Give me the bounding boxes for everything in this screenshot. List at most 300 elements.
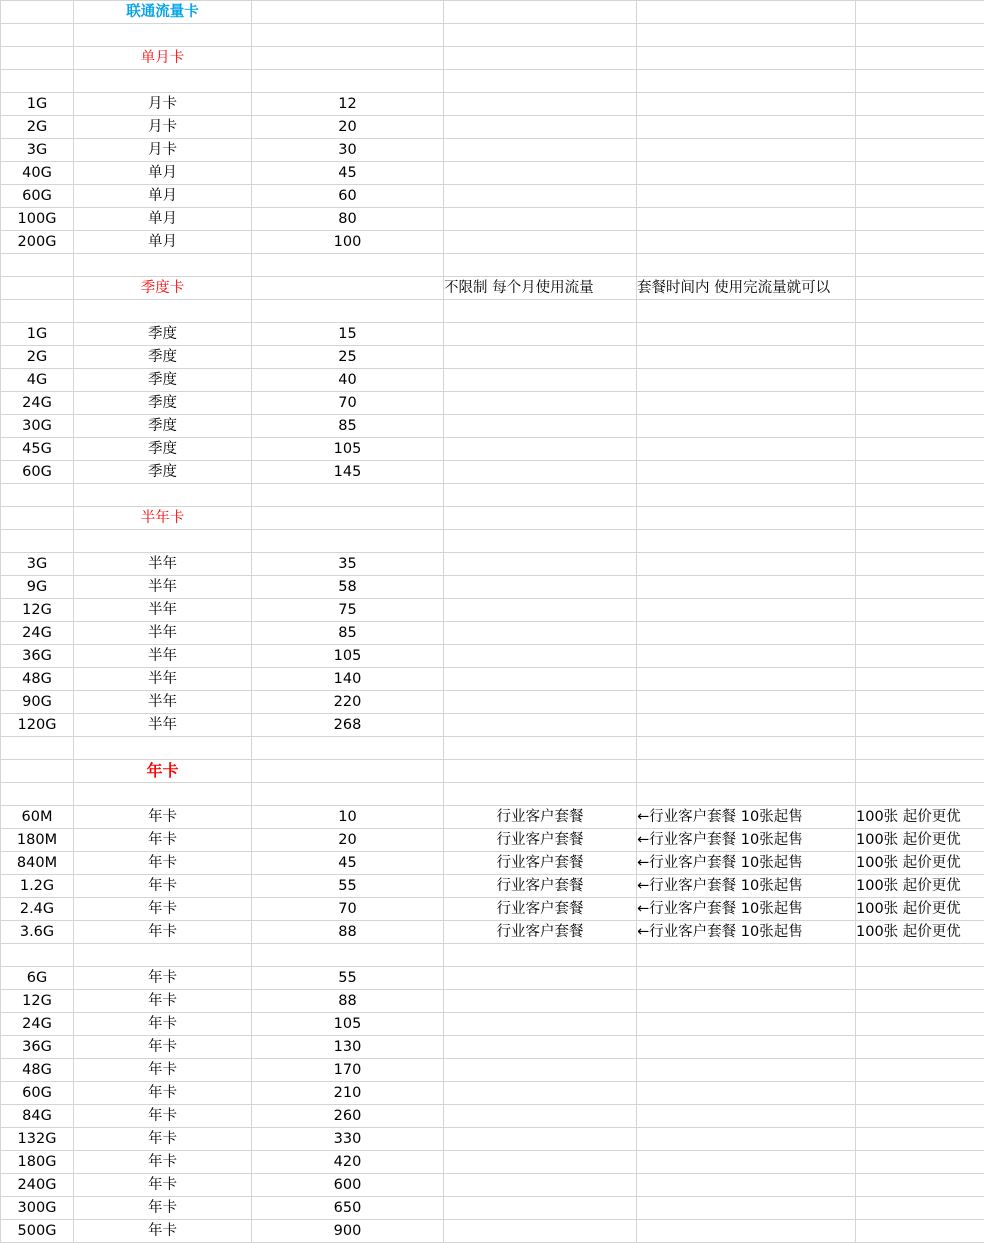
price-cell[interactable]: 60 bbox=[252, 185, 444, 208]
bulk-price-note-cell[interactable]: 100张 起价更优 bbox=[856, 921, 984, 944]
bulk-price-note-cell[interactable]: 100张 起价更优 bbox=[856, 898, 984, 921]
size-cell[interactable]: 48G bbox=[1, 1059, 74, 1082]
min-order-note-cell[interactable]: ←行业客户套餐 10张起售 bbox=[637, 806, 856, 829]
price-cell[interactable]: 900 bbox=[252, 1220, 444, 1243]
cell-empty[interactable] bbox=[1, 254, 74, 277]
min-order-note-cell[interactable]: ←行业客户套餐 10张起售 bbox=[637, 829, 856, 852]
period-cell[interactable]: 季度 bbox=[74, 392, 252, 415]
cell-empty[interactable] bbox=[444, 668, 637, 691]
period-cell[interactable]: 季度 bbox=[74, 346, 252, 369]
period-cell[interactable]: 年卡 bbox=[74, 875, 252, 898]
cell-empty[interactable] bbox=[637, 553, 856, 576]
cell-empty[interactable] bbox=[637, 1, 856, 24]
cell-empty[interactable] bbox=[1, 507, 74, 530]
cell-empty[interactable] bbox=[637, 461, 856, 484]
cell-empty[interactable] bbox=[444, 622, 637, 645]
cell-empty[interactable] bbox=[856, 1059, 984, 1082]
period-cell[interactable]: 年卡 bbox=[74, 852, 252, 875]
size-cell[interactable]: 48G bbox=[1, 668, 74, 691]
cell-empty[interactable] bbox=[252, 70, 444, 93]
cell-empty[interactable] bbox=[637, 1013, 856, 1036]
price-cell[interactable]: 20 bbox=[252, 116, 444, 139]
price-cell[interactable]: 88 bbox=[252, 921, 444, 944]
price-cell[interactable]: 330 bbox=[252, 1128, 444, 1151]
period-cell[interactable]: 年卡 bbox=[74, 921, 252, 944]
period-cell[interactable]: 半年 bbox=[74, 691, 252, 714]
cell-empty[interactable] bbox=[637, 714, 856, 737]
period-cell[interactable]: 年卡 bbox=[74, 806, 252, 829]
cell-empty[interactable] bbox=[444, 1036, 637, 1059]
bulk-price-note-cell[interactable]: 100张 起价更优 bbox=[856, 852, 984, 875]
cell-empty[interactable] bbox=[856, 277, 984, 300]
period-cell[interactable]: 半年 bbox=[74, 622, 252, 645]
cell-empty[interactable] bbox=[252, 24, 444, 47]
cell-empty[interactable] bbox=[252, 760, 444, 783]
cell-empty[interactable] bbox=[444, 162, 637, 185]
cell-empty[interactable] bbox=[444, 1, 637, 24]
cell-empty[interactable] bbox=[444, 737, 637, 760]
cell-empty[interactable] bbox=[637, 208, 856, 231]
size-cell[interactable]: 180M bbox=[1, 829, 74, 852]
cell-empty[interactable] bbox=[252, 737, 444, 760]
size-cell[interactable]: 45G bbox=[1, 438, 74, 461]
cell-empty[interactable] bbox=[74, 737, 252, 760]
period-cell[interactable]: 季度 bbox=[74, 369, 252, 392]
size-cell[interactable]: 1.2G bbox=[1, 875, 74, 898]
period-cell[interactable]: 年卡 bbox=[74, 1082, 252, 1105]
size-cell[interactable]: 40G bbox=[1, 162, 74, 185]
cell-empty[interactable] bbox=[252, 300, 444, 323]
industry-package-cell[interactable]: 行业客户套餐 bbox=[444, 921, 637, 944]
cell-empty[interactable] bbox=[856, 1220, 984, 1243]
cell-empty[interactable] bbox=[856, 415, 984, 438]
size-cell[interactable]: 2G bbox=[1, 116, 74, 139]
price-cell[interactable]: 88 bbox=[252, 990, 444, 1013]
cell-empty[interactable] bbox=[856, 691, 984, 714]
period-cell[interactable]: 季度 bbox=[74, 461, 252, 484]
cell-empty[interactable] bbox=[444, 1128, 637, 1151]
cell-empty[interactable] bbox=[444, 369, 637, 392]
price-cell[interactable]: 105 bbox=[252, 1013, 444, 1036]
price-cell[interactable]: 20 bbox=[252, 829, 444, 852]
cell-empty[interactable] bbox=[856, 392, 984, 415]
cell-empty[interactable] bbox=[444, 1059, 637, 1082]
cell-empty[interactable] bbox=[444, 530, 637, 553]
cell-empty[interactable] bbox=[444, 70, 637, 93]
cell-empty[interactable] bbox=[856, 967, 984, 990]
price-cell[interactable]: 40 bbox=[252, 369, 444, 392]
size-cell[interactable]: 9G bbox=[1, 576, 74, 599]
price-cell[interactable]: 130 bbox=[252, 1036, 444, 1059]
size-cell[interactable]: 240G bbox=[1, 1174, 74, 1197]
cell-empty[interactable] bbox=[637, 1059, 856, 1082]
cell-empty[interactable] bbox=[856, 1, 984, 24]
cell-empty[interactable] bbox=[637, 668, 856, 691]
cell-empty[interactable] bbox=[637, 1174, 856, 1197]
cell-empty[interactable] bbox=[252, 783, 444, 806]
industry-package-cell[interactable]: 行业客户套餐 bbox=[444, 806, 637, 829]
cell-empty[interactable] bbox=[637, 139, 856, 162]
size-cell[interactable]: 1G bbox=[1, 323, 74, 346]
cell-empty[interactable] bbox=[856, 783, 984, 806]
period-cell[interactable]: 年卡 bbox=[74, 1151, 252, 1174]
price-cell[interactable]: 260 bbox=[252, 1105, 444, 1128]
cell-empty[interactable] bbox=[444, 1151, 637, 1174]
cell-empty[interactable] bbox=[637, 323, 856, 346]
cell-empty[interactable] bbox=[444, 323, 637, 346]
size-cell[interactable]: 60G bbox=[1, 1082, 74, 1105]
cell-empty[interactable] bbox=[637, 760, 856, 783]
size-cell[interactable]: 24G bbox=[1, 1013, 74, 1036]
cell-empty[interactable] bbox=[444, 484, 637, 507]
cell-empty[interactable] bbox=[637, 737, 856, 760]
size-cell[interactable]: 500G bbox=[1, 1220, 74, 1243]
cell-empty[interactable] bbox=[637, 346, 856, 369]
period-cell[interactable]: 单月 bbox=[74, 185, 252, 208]
cell-empty[interactable] bbox=[856, 576, 984, 599]
cell-empty[interactable] bbox=[252, 484, 444, 507]
cell-empty[interactable] bbox=[856, 553, 984, 576]
cell-empty[interactable] bbox=[637, 1128, 856, 1151]
period-cell[interactable]: 单月 bbox=[74, 231, 252, 254]
size-cell[interactable]: 4G bbox=[1, 369, 74, 392]
cell-empty[interactable] bbox=[856, 70, 984, 93]
size-cell[interactable]: 100G bbox=[1, 208, 74, 231]
price-cell[interactable]: 70 bbox=[252, 392, 444, 415]
cell-empty[interactable] bbox=[444, 944, 637, 967]
period-cell[interactable]: 半年 bbox=[74, 668, 252, 691]
sheet-title[interactable]: 联通流量卡 bbox=[74, 1, 252, 24]
bulk-price-note-cell[interactable]: 100张 起价更优 bbox=[856, 829, 984, 852]
period-cell[interactable]: 年卡 bbox=[74, 1197, 252, 1220]
cell-empty[interactable] bbox=[444, 783, 637, 806]
price-cell[interactable]: 55 bbox=[252, 875, 444, 898]
price-cell[interactable]: 600 bbox=[252, 1174, 444, 1197]
cell-empty[interactable] bbox=[856, 599, 984, 622]
cell-empty[interactable] bbox=[637, 185, 856, 208]
cell-empty[interactable] bbox=[856, 1082, 984, 1105]
period-cell[interactable]: 年卡 bbox=[74, 1059, 252, 1082]
cell-empty[interactable] bbox=[856, 507, 984, 530]
price-cell[interactable]: 105 bbox=[252, 645, 444, 668]
size-cell[interactable]: 12G bbox=[1, 990, 74, 1013]
price-cell[interactable]: 170 bbox=[252, 1059, 444, 1082]
size-cell[interactable]: 60G bbox=[1, 185, 74, 208]
price-cell[interactable]: 140 bbox=[252, 668, 444, 691]
industry-package-cell[interactable]: 行业客户套餐 bbox=[444, 898, 637, 921]
period-cell[interactable]: 年卡 bbox=[74, 898, 252, 921]
size-cell[interactable]: 90G bbox=[1, 691, 74, 714]
cell-empty[interactable] bbox=[444, 438, 637, 461]
period-cell[interactable]: 年卡 bbox=[74, 1220, 252, 1243]
cell-empty[interactable] bbox=[856, 323, 984, 346]
cell-empty[interactable] bbox=[856, 208, 984, 231]
cell-empty[interactable] bbox=[637, 415, 856, 438]
cell-empty[interactable] bbox=[856, 139, 984, 162]
cell-empty[interactable] bbox=[856, 254, 984, 277]
cell-empty[interactable] bbox=[856, 461, 984, 484]
price-cell[interactable]: 420 bbox=[252, 1151, 444, 1174]
period-cell[interactable]: 年卡 bbox=[74, 1013, 252, 1036]
price-cell[interactable]: 35 bbox=[252, 553, 444, 576]
cell-empty[interactable] bbox=[444, 231, 637, 254]
cell-empty[interactable] bbox=[637, 1105, 856, 1128]
cell-empty[interactable] bbox=[444, 760, 637, 783]
cell-empty[interactable] bbox=[637, 1082, 856, 1105]
price-cell[interactable]: 10 bbox=[252, 806, 444, 829]
period-cell[interactable]: 月卡 bbox=[74, 93, 252, 116]
cell-empty[interactable] bbox=[856, 530, 984, 553]
cell-empty[interactable] bbox=[444, 576, 637, 599]
cell-empty[interactable] bbox=[252, 277, 444, 300]
cell-empty[interactable] bbox=[444, 1105, 637, 1128]
cell-empty[interactable] bbox=[252, 47, 444, 70]
cell-empty[interactable] bbox=[1, 300, 74, 323]
cell-empty[interactable] bbox=[856, 1105, 984, 1128]
cell-empty[interactable] bbox=[1, 1, 74, 24]
size-cell[interactable]: 300G bbox=[1, 1197, 74, 1220]
cell-empty[interactable] bbox=[856, 668, 984, 691]
price-cell[interactable]: 70 bbox=[252, 898, 444, 921]
cell-empty[interactable] bbox=[252, 944, 444, 967]
cell-empty[interactable] bbox=[444, 714, 637, 737]
cell-empty[interactable] bbox=[637, 93, 856, 116]
cell-empty[interactable] bbox=[1, 277, 74, 300]
cell-empty[interactable] bbox=[1, 944, 74, 967]
price-cell[interactable]: 75 bbox=[252, 599, 444, 622]
price-cell[interactable]: 80 bbox=[252, 208, 444, 231]
cell-empty[interactable] bbox=[444, 507, 637, 530]
bulk-price-note-cell[interactable]: 100张 起价更优 bbox=[856, 875, 984, 898]
size-cell[interactable]: 84G bbox=[1, 1105, 74, 1128]
cell-empty[interactable] bbox=[444, 645, 637, 668]
cell-empty[interactable] bbox=[1, 530, 74, 553]
cell-empty[interactable] bbox=[856, 737, 984, 760]
price-cell[interactable]: 45 bbox=[252, 852, 444, 875]
cell-empty[interactable] bbox=[444, 116, 637, 139]
cell-empty[interactable] bbox=[856, 622, 984, 645]
cell-empty[interactable] bbox=[444, 346, 637, 369]
cell-empty[interactable] bbox=[637, 530, 856, 553]
industry-package-cell[interactable]: 行业客户套餐 bbox=[444, 829, 637, 852]
cell-empty[interactable] bbox=[444, 93, 637, 116]
cell-empty[interactable] bbox=[444, 1013, 637, 1036]
size-cell[interactable]: 3.6G bbox=[1, 921, 74, 944]
cell-empty[interactable] bbox=[252, 1, 444, 24]
period-cell[interactable]: 年卡 bbox=[74, 829, 252, 852]
price-cell[interactable]: 105 bbox=[252, 438, 444, 461]
cell-empty[interactable] bbox=[856, 1013, 984, 1036]
cell-empty[interactable] bbox=[637, 1036, 856, 1059]
cell-empty[interactable] bbox=[856, 1128, 984, 1151]
cell-empty[interactable] bbox=[637, 783, 856, 806]
cell-empty[interactable] bbox=[444, 599, 637, 622]
cell-empty[interactable] bbox=[74, 70, 252, 93]
period-cell[interactable]: 年卡 bbox=[74, 1036, 252, 1059]
size-cell[interactable]: 30G bbox=[1, 415, 74, 438]
cell-empty[interactable] bbox=[444, 300, 637, 323]
cell-empty[interactable] bbox=[444, 1220, 637, 1243]
period-cell[interactable]: 半年 bbox=[74, 599, 252, 622]
cell-empty[interactable] bbox=[637, 691, 856, 714]
cell-empty[interactable] bbox=[637, 1220, 856, 1243]
cell-empty[interactable] bbox=[1, 70, 74, 93]
min-order-note-cell[interactable]: ←行业客户套餐 10张起售 bbox=[637, 921, 856, 944]
size-cell[interactable]: 36G bbox=[1, 645, 74, 668]
cell-empty[interactable] bbox=[637, 392, 856, 415]
cell-empty[interactable] bbox=[637, 645, 856, 668]
cell-empty[interactable] bbox=[637, 231, 856, 254]
period-cell[interactable]: 单月 bbox=[74, 162, 252, 185]
price-cell[interactable]: 145 bbox=[252, 461, 444, 484]
min-order-note-cell[interactable]: ←行业客户套餐 10张起售 bbox=[637, 875, 856, 898]
period-cell[interactable]: 年卡 bbox=[74, 1105, 252, 1128]
price-cell[interactable]: 55 bbox=[252, 967, 444, 990]
size-cell[interactable]: 200G bbox=[1, 231, 74, 254]
cell-empty[interactable] bbox=[637, 484, 856, 507]
cell-empty[interactable] bbox=[74, 530, 252, 553]
size-cell[interactable]: 24G bbox=[1, 622, 74, 645]
cell-empty[interactable] bbox=[856, 760, 984, 783]
cell-empty[interactable] bbox=[856, 93, 984, 116]
size-cell[interactable]: 3G bbox=[1, 553, 74, 576]
cell-empty[interactable] bbox=[637, 944, 856, 967]
price-cell[interactable]: 650 bbox=[252, 1197, 444, 1220]
cell-empty[interactable] bbox=[637, 576, 856, 599]
period-cell[interactable]: 单月 bbox=[74, 208, 252, 231]
cell-empty[interactable] bbox=[74, 783, 252, 806]
cell-empty[interactable] bbox=[444, 553, 637, 576]
cell-empty[interactable] bbox=[444, 47, 637, 70]
cell-empty[interactable] bbox=[856, 944, 984, 967]
period-cell[interactable]: 年卡 bbox=[74, 990, 252, 1013]
cell-empty[interactable] bbox=[444, 691, 637, 714]
period-cell[interactable]: 月卡 bbox=[74, 139, 252, 162]
size-cell[interactable]: 1G bbox=[1, 93, 74, 116]
cell-empty[interactable] bbox=[637, 254, 856, 277]
cell-empty[interactable] bbox=[637, 162, 856, 185]
size-cell[interactable]: 6G bbox=[1, 967, 74, 990]
cell-empty[interactable] bbox=[637, 967, 856, 990]
note-within-period[interactable]: 套餐时间内 使用完流量就可以 bbox=[637, 277, 856, 300]
cell-empty[interactable] bbox=[444, 139, 637, 162]
cell-empty[interactable] bbox=[637, 116, 856, 139]
price-cell[interactable]: 58 bbox=[252, 576, 444, 599]
min-order-note-cell[interactable]: ←行业客户套餐 10张起售 bbox=[637, 898, 856, 921]
cell-empty[interactable] bbox=[856, 300, 984, 323]
cell-empty[interactable] bbox=[1, 24, 74, 47]
cell-empty[interactable] bbox=[637, 990, 856, 1013]
cell-empty[interactable] bbox=[444, 415, 637, 438]
cell-empty[interactable] bbox=[74, 254, 252, 277]
cell-empty[interactable] bbox=[444, 1197, 637, 1220]
cell-empty[interactable] bbox=[74, 944, 252, 967]
cell-empty[interactable] bbox=[74, 300, 252, 323]
cell-empty[interactable] bbox=[637, 70, 856, 93]
price-cell[interactable]: 30 bbox=[252, 139, 444, 162]
price-cell[interactable]: 45 bbox=[252, 162, 444, 185]
cell-empty[interactable] bbox=[1, 47, 74, 70]
cell-empty[interactable] bbox=[252, 530, 444, 553]
cell-empty[interactable] bbox=[637, 622, 856, 645]
cell-empty[interactable] bbox=[856, 1151, 984, 1174]
period-cell[interactable]: 半年 bbox=[74, 576, 252, 599]
size-cell[interactable]: 132G bbox=[1, 1128, 74, 1151]
period-cell[interactable]: 年卡 bbox=[74, 1174, 252, 1197]
cell-empty[interactable] bbox=[444, 1174, 637, 1197]
cell-empty[interactable] bbox=[637, 47, 856, 70]
industry-package-cell[interactable]: 行业客户套餐 bbox=[444, 852, 637, 875]
section-header-halfyear[interactable]: 半年卡 bbox=[74, 507, 252, 530]
cell-empty[interactable] bbox=[444, 208, 637, 231]
cell-empty[interactable] bbox=[856, 24, 984, 47]
cell-empty[interactable] bbox=[856, 645, 984, 668]
cell-empty[interactable] bbox=[1, 737, 74, 760]
cell-empty[interactable] bbox=[1, 783, 74, 806]
size-cell[interactable]: 2.4G bbox=[1, 898, 74, 921]
period-cell[interactable]: 年卡 bbox=[74, 967, 252, 990]
cell-empty[interactable] bbox=[637, 438, 856, 461]
cell-empty[interactable] bbox=[856, 714, 984, 737]
cell-empty[interactable] bbox=[856, 47, 984, 70]
period-cell[interactable]: 半年 bbox=[74, 553, 252, 576]
cell-empty[interactable] bbox=[856, 369, 984, 392]
industry-package-cell[interactable]: 行业客户套餐 bbox=[444, 875, 637, 898]
size-cell[interactable]: 3G bbox=[1, 139, 74, 162]
period-cell[interactable]: 年卡 bbox=[74, 1128, 252, 1151]
price-cell[interactable]: 15 bbox=[252, 323, 444, 346]
price-cell[interactable]: 85 bbox=[252, 622, 444, 645]
cell-empty[interactable] bbox=[637, 1151, 856, 1174]
size-cell[interactable]: 60G bbox=[1, 461, 74, 484]
cell-empty[interactable] bbox=[637, 300, 856, 323]
size-cell[interactable]: 2G bbox=[1, 346, 74, 369]
cell-empty[interactable] bbox=[444, 461, 637, 484]
bulk-price-note-cell[interactable]: 100张 起价更优 bbox=[856, 806, 984, 829]
cell-empty[interactable] bbox=[856, 162, 984, 185]
period-cell[interactable]: 季度 bbox=[74, 438, 252, 461]
cell-empty[interactable] bbox=[637, 1197, 856, 1220]
cell-empty[interactable] bbox=[1, 760, 74, 783]
cell-empty[interactable] bbox=[856, 1197, 984, 1220]
price-cell[interactable]: 220 bbox=[252, 691, 444, 714]
cell-empty[interactable] bbox=[444, 254, 637, 277]
cell-empty[interactable] bbox=[856, 484, 984, 507]
period-cell[interactable]: 季度 bbox=[74, 415, 252, 438]
cell-empty[interactable] bbox=[856, 990, 984, 1013]
cell-empty[interactable] bbox=[444, 1082, 637, 1105]
cell-empty[interactable] bbox=[637, 599, 856, 622]
size-cell[interactable]: 36G bbox=[1, 1036, 74, 1059]
cell-empty[interactable] bbox=[444, 392, 637, 415]
period-cell[interactable]: 季度 bbox=[74, 323, 252, 346]
cell-empty[interactable] bbox=[74, 484, 252, 507]
section-header-monthly[interactable]: 单月卡 bbox=[74, 47, 252, 70]
cell-empty[interactable] bbox=[856, 231, 984, 254]
cell-empty[interactable] bbox=[74, 24, 252, 47]
size-cell[interactable]: 60M bbox=[1, 806, 74, 829]
section-header-quarterly[interactable]: 季度卡 bbox=[74, 277, 252, 300]
cell-empty[interactable] bbox=[856, 1174, 984, 1197]
period-cell[interactable]: 月卡 bbox=[74, 116, 252, 139]
price-cell[interactable]: 210 bbox=[252, 1082, 444, 1105]
cell-empty[interactable] bbox=[856, 346, 984, 369]
size-cell[interactable]: 840M bbox=[1, 852, 74, 875]
cell-empty[interactable] bbox=[252, 507, 444, 530]
cell-empty[interactable] bbox=[637, 507, 856, 530]
period-cell[interactable]: 半年 bbox=[74, 714, 252, 737]
cell-empty[interactable] bbox=[1, 484, 74, 507]
